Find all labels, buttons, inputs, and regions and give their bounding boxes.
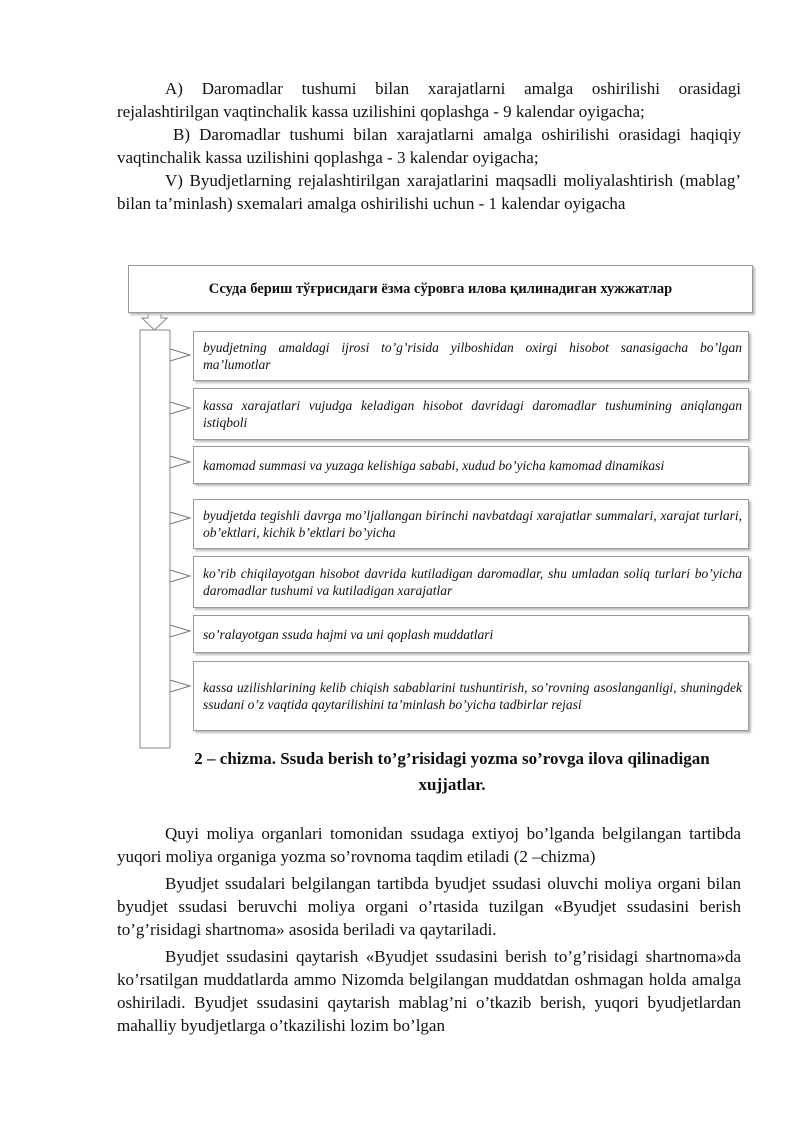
diagram-item xyxy=(193,615,749,653)
arrow-icon xyxy=(170,625,190,637)
intro-text-b: B) Daromadlar tushumi bilan xarajatlarni amalga oshirilishi orasidagi haqiqiy vaqtinchalik kassa uzilishini qoplashga - 3 kalendar oyigacha; xyxy=(117,125,741,167)
diagram-caption-line2: xujjatlar. xyxy=(418,775,486,794)
diagram-item xyxy=(193,556,749,608)
diagram-item-text: byudjetda tegishli davrga mo’ljallangan birinchi navbatdagi xarajatlar summalari, xarajat turlari, ob’ektlari, kichik b’ektlari bo’yicha xyxy=(203,508,742,540)
item-arrows xyxy=(170,349,190,692)
diagram-caption-line1: 2 – chizma. Ssuda berish to’g’risidagi yozma so’rovga ilova qilinadigan xyxy=(194,749,710,768)
body-paragraph-3 xyxy=(117,945,741,1037)
body-paragraph-1 xyxy=(117,822,741,868)
body-text-1: Quyi moliya organlari tomonidan ssudaga extiyoj bo’lganda belgilangan tartibda yuqori moliya organiga yozma so’rovnoma taqdim etiladi (2 –chizma) xyxy=(117,824,741,866)
arrow-icon xyxy=(170,680,190,692)
diagram-item-text: byudjetning amaldagi ijrosi to’g’risida yilboshidan oxirgi hisobot sanasigacha bo’lgan ma’lumotlar xyxy=(203,340,742,372)
body-text-2: Byudjet ssudalari belgilangan tartibda byudjet ssudasi oluvchi moliya organi bilan byudjet ssudasi beruvchi moliya organi o’rtasida tuzilgan «Byudjet ssudasini berish to’g’risidagi shartnoma» asosida beriladi va qaytariladi. xyxy=(117,874,741,939)
arrow-icon xyxy=(170,402,190,414)
diagram-item-text: kassa uzilishlarining kelib chiqish sabablarini tushuntirish, so’rovning asoslanganligi, shuningdek ssudani o’z vaqtida qaytarilishini ta’minlash bo’yicha tadbirlar rejasi xyxy=(203,680,742,712)
diagram-item-text: so’ralayotgan ssuda hajmi va uni qoplash muddatlari xyxy=(203,626,494,642)
diagram-item xyxy=(193,388,749,440)
body-paragraph-2 xyxy=(117,872,741,941)
diagram-item xyxy=(193,661,749,731)
intro-text-v: V) Byudjetlarning rejalashtirilgan xarajatlarini maqsadli moliyalashtirish (mablag’ bilan ta’minlash) sxemalari amalga oshirilishi uchun - 1 kalendar oyigacha xyxy=(117,171,741,213)
diagram-item-text: ko’rib chiqilayotgan hisobot davrida kutiladigan daromadlar, shu umladan soliq turlari bo’yicha daromadlar tushumi va kutiladigan xarajatlar xyxy=(203,566,742,598)
arrow-icon xyxy=(170,512,190,524)
diagram-item xyxy=(193,499,749,549)
arrow-icon xyxy=(170,349,190,361)
diagram-item-text: kassa xarajatlari vujudga keladigan hisobot davridagi daromadlar tushumining aniqlangan istiqboli xyxy=(203,398,742,430)
down-arrow-icon xyxy=(142,311,167,330)
vertical-bar xyxy=(140,330,170,748)
intro-text-a: A) Daromadlar tushumi bilan xarajatlarni amalga oshirilishi orasidagi rejalashtirilgan vaqtinchalik kassa uzilishini qoplashga - 9 kalendar oyigacha; xyxy=(117,79,741,121)
arrow-icon xyxy=(170,456,190,468)
diagram-item xyxy=(193,331,749,381)
diagram-item-text: kamomad summasi va yuzaga kelishiga sababi, xudud bo’yicha kamomad dinamikasi xyxy=(203,457,665,473)
diagram-item xyxy=(193,446,749,484)
body-text-3: Byudjet ssudasini qaytarish «Byudjet ssudasini berish to’g’risidagi shartnoma»da ko’rsatilgan muddatlarda ammo Nizomda belgilangan muddatdan oshmagan holda amalga oshiriladi. Byudjet ssudasini qaytarish mablag’ni o’tkazib berish, yuqori byudjetlardan mahalliy byudjetlarga o’tkazilishi lozim bo’lgan xyxy=(117,947,741,1035)
diagram-header: Ссуда бериш тўғрисидаги ёзма сўровга илова қилинадиган хужжатлар xyxy=(128,265,753,313)
arrow-icon xyxy=(170,570,190,582)
